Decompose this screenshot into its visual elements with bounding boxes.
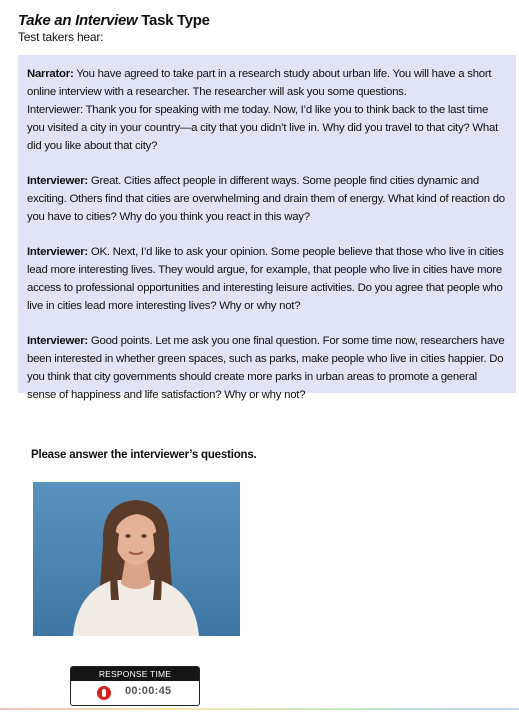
transcript-text: Great. Cities affect people in different ways. Some people find cities dynamic and exciting. Others find that cities are overwhelming and drain them of energy. What kind of reaction do you have to cities? Why do you think you react in this way? bbox=[27, 175, 505, 223]
response-timer-label: RESPONSE TIME bbox=[71, 667, 199, 681]
interviewer-video[interactable] bbox=[33, 482, 240, 636]
transcript-paragraph bbox=[27, 243, 506, 315]
speaker-label: Interviewer: bbox=[27, 335, 88, 347]
response-timer-value: 00:00:45 bbox=[125, 685, 172, 697]
response-timer bbox=[70, 666, 200, 706]
transcript-text: Interviewer: Thank you for speaking with me today. Now, I’d like you to think back to the last time you visited a city in your country—a city that you didn’t live in. Why did you travel to that city? What did you like about that city? bbox=[27, 104, 498, 152]
speaker-label: Narrator: bbox=[27, 68, 74, 80]
speaker-label: Interviewer: bbox=[27, 246, 88, 258]
transcript-text: OK. Next, I’d like to ask your opinion. Some people believe that those who live in cities lead more interesting lives. They would argue, for example, that people who live in cities have more access to professional opportunities and interesting leisure activities. Do you agree that people who live in cities lead more interesting lives? Why or why not? bbox=[27, 246, 504, 312]
transcript-paragraph bbox=[27, 65, 506, 155]
transcript-text: You have agreed to take part in a research study about urban life. You will have a short online interview with a researcher. The researcher will ask you some questions. bbox=[27, 68, 492, 98]
response-timer-body bbox=[71, 681, 199, 705]
transcript-paragraph bbox=[27, 332, 506, 404]
speaker-label: Interviewer: bbox=[27, 175, 88, 187]
title-task-type: Task Type bbox=[137, 12, 210, 29]
page-title bbox=[18, 12, 508, 30]
transcript-box bbox=[18, 55, 516, 401]
transcript-text: Good points. Let me ask you one final question. For some time now, researchers have been interested in whether green spaces, such as parks, make people who live in cities happier. Do you think that city governments should create more parks in urban areas to promote a general sense of happiness and life satisfaction? Why or why not? bbox=[27, 335, 505, 401]
transcript-paragraph bbox=[27, 172, 506, 226]
answer-prompt: Please answer the interviewer’s questions. bbox=[31, 449, 257, 461]
interviewer-video-icon bbox=[33, 482, 240, 636]
title-task-name: Take an Interview bbox=[18, 12, 138, 29]
page-header bbox=[18, 12, 508, 44]
bottom-divider bbox=[0, 708, 519, 710]
record-icon bbox=[97, 686, 111, 700]
page-subtitle: Test takers hear: bbox=[18, 30, 104, 44]
